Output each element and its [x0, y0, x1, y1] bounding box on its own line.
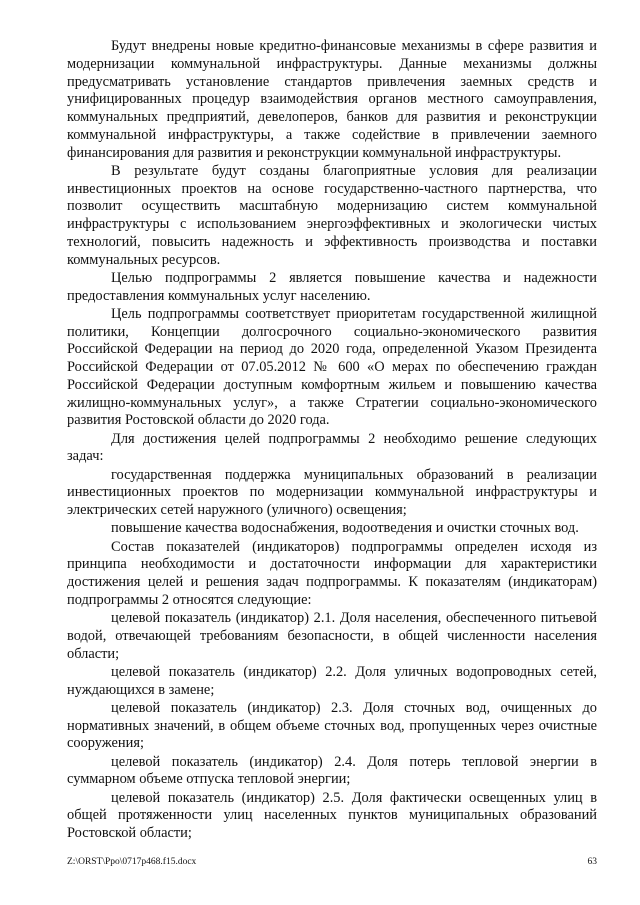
paragraph-indicator-2-1: целевой показатель (индикатор) 2.1. Доля населения, обеспеченного питьевой водой, отвечающей требованиям безопасности, в общей численности населения области; — [67, 610, 597, 662]
document-body — [67, 38, 597, 843]
paragraph-ppp-conditions: В результате будут созданы благоприятные условия для реализации инвестиционных проектов на основе государственно-частного партнерства, что позволит осуществить масштабную модернизацию систем коммунальной инфраструктуры с использованием энергоэффективных и экологически чистых технологий, повысить надежность и эффективность производства и поставки коммунальных ресурсов. — [67, 162, 597, 268]
paragraph-indicators-intro: Состав показателей (индикаторов) подпрограммы определен исходя из принципа необходимости и достаточности информации для характеристики достижения целей и решения задач подпрограммы. К показателям (индикаторам) подпрограммы 2 относятся следующие: — [67, 538, 597, 608]
footer-file-path: Z:\ORST\Ppo\0717p468.f15.docx — [67, 857, 197, 867]
paragraph-subprogram-goal: Целью подпрограммы 2 является повышение качества и надежности предоставления коммунальных услуг населению. — [67, 269, 597, 304]
paragraph-task-1: государственная поддержка муниципальных образований в реализации инвестиционных проектов по модернизации коммунальной инфраструктуры и электрических сетей наружного (уличного) освещения; — [67, 466, 597, 518]
paragraph-tasks-intro: Для достижения целей подпрограммы 2 необходимо решение следующих задач: — [67, 430, 597, 465]
paragraph-indicator-2-3: целевой показатель (индикатор) 2.3. Доля сточных вод, очищенных до нормативных значений, в общем объеме сточных вод, пропущенных через очистные сооружения; — [67, 699, 597, 752]
paragraph-task-2: повышение качества водоснабжения, водоотведения и очистки сточных вод. — [111, 520, 579, 537]
page-footer — [67, 855, 597, 869]
paragraph-indicator-2-4: целевой показатель (индикатор) 2.4. Доля потерь тепловой энергии в суммарном объеме отпуска тепловой энергии; — [67, 753, 597, 788]
footer-page-number: 63 — [587, 857, 597, 867]
paragraph-indicator-2-2: целевой показатель (индикатор) 2.2. Доля уличных водопроводных сетей, нуждающихся в замене; — [67, 663, 597, 698]
paragraph-credit-mechanisms: Будут внедрены новые кредитно-финансовые механизмы в сфере развития и модернизации коммунальной инфраструктуры. Данные механизмы должны предусматривать установление стандартов привлечения заемных средств и унифицированных процедур взаимодействия органов местного самоуправления, коммунальных предприятий, девелоперов, банков для развития и реконструкции коммунальной инфраструктуры, а также содействие в привлечении заемного финансирования для развития и реконструкции коммунальной инфраструктуры. — [67, 38, 597, 161]
paragraph-goal-priorities: Цель подпрограммы соответствует приоритетам государственной жилищной политики, Концепции долгосрочного социально-экономического развития Российской Федерации на период до 2020 года, определенной Указом Президента Российской Федерации от 07.05.2012 № 600 «О мерах по обеспечению граждан Российской Федерации доступным комфортным жильем и повышению качества жилищно-коммунальных услуг», а также Стратегии социально-экономического развития Ростовской области до 2020 года. — [67, 305, 597, 429]
paragraph-indicator-2-5: целевой показатель (индикатор) 2.5. Доля фактически освещенных улиц в общей протяженности улиц населенных пунктов муниципальных образований Ростовской области; — [67, 789, 597, 841]
